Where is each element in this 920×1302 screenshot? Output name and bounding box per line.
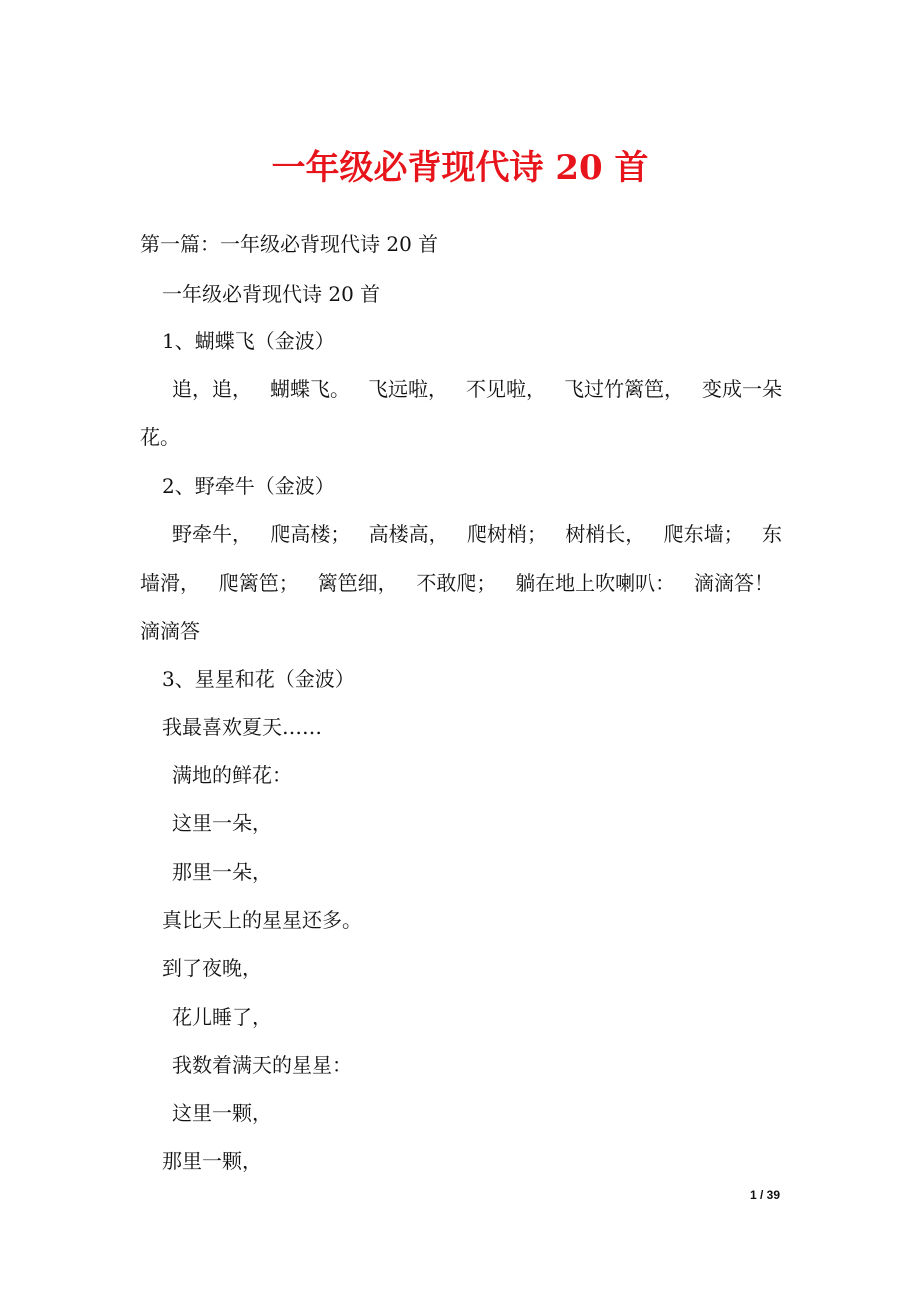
poem1-line1-part: 蝴蝶飞。 <box>270 377 350 401</box>
poem2-line2-part: 不敢爬； <box>416 571 497 595</box>
poem2-line1-part: 高楼高， <box>368 522 449 546</box>
poem1-line1-part: 飞远啦， <box>368 377 448 401</box>
document-title: 一年级必背现代诗 20 首 <box>271 148 649 188</box>
chapter-heading: 第一篇：一年级必背现代诗 20 首 <box>140 232 439 256</box>
poem3-line: 花儿睡了， <box>172 1005 272 1029</box>
poem3-line: 满地的鲜花： <box>172 763 292 787</box>
poem1-line1-part: 不见啦， <box>466 377 546 401</box>
poem2-line1-part: 爬高楼； <box>270 522 351 546</box>
poem2-line2-part: 躺在地上吹喇叭： <box>515 571 676 595</box>
poem2-line2-part: 爬篱笆； <box>218 571 299 595</box>
poem2-line1-part: 东 <box>761 522 782 546</box>
poem2-line2-part: 滴滴答！ <box>693 571 774 595</box>
poem2-line3: 滴滴答 <box>140 619 200 643</box>
poem3-line: 那里一颗， <box>162 1149 262 1173</box>
page-number: 1 / 39 <box>749 1188 780 1202</box>
poem3-line: 到了夜晚， <box>162 956 262 980</box>
poem2-line1-part: 爬东墙； <box>663 522 744 546</box>
poem3-title: 3、星星和花（金波） <box>162 667 355 691</box>
poem2-line1-part: 树梢长， <box>565 522 646 546</box>
poem1-title: 1、蝴蝶飞（金波） <box>162 329 335 353</box>
poem1-line1 <box>172 374 782 404</box>
poem3-line: 我最喜欢夏天…… <box>162 715 322 739</box>
poem3-line: 这里一颗， <box>172 1101 272 1125</box>
poem3-line: 那里一朵， <box>172 860 272 884</box>
poem1-line1-part: 飞过竹篱笆， <box>564 377 684 401</box>
poem1-line2: 花。 <box>140 425 180 449</box>
poem3-line: 我数着满天的星星： <box>172 1053 352 1077</box>
poem3-line: 这里一朵， <box>172 811 272 835</box>
poem2-line1-part: 爬树梢； <box>466 522 547 546</box>
poem3-line: 真比天上的星星还多。 <box>162 908 362 932</box>
sub-heading: 一年级必背现代诗 20 首 <box>162 282 381 306</box>
poem2-line2-part: 墙滑， <box>140 571 200 595</box>
poem1-line1-part: 变成一朵 <box>702 377 782 401</box>
poem1-line1-part: 追，追， <box>172 377 252 401</box>
poem2-line2-part: 篱笆细， <box>317 571 398 595</box>
poem2-title: 2、野牵牛（金波） <box>162 474 335 498</box>
poem2-line1 <box>172 519 782 549</box>
poem2-line2 <box>140 568 774 598</box>
poem2-line1-part: 野牵牛， <box>172 522 252 546</box>
